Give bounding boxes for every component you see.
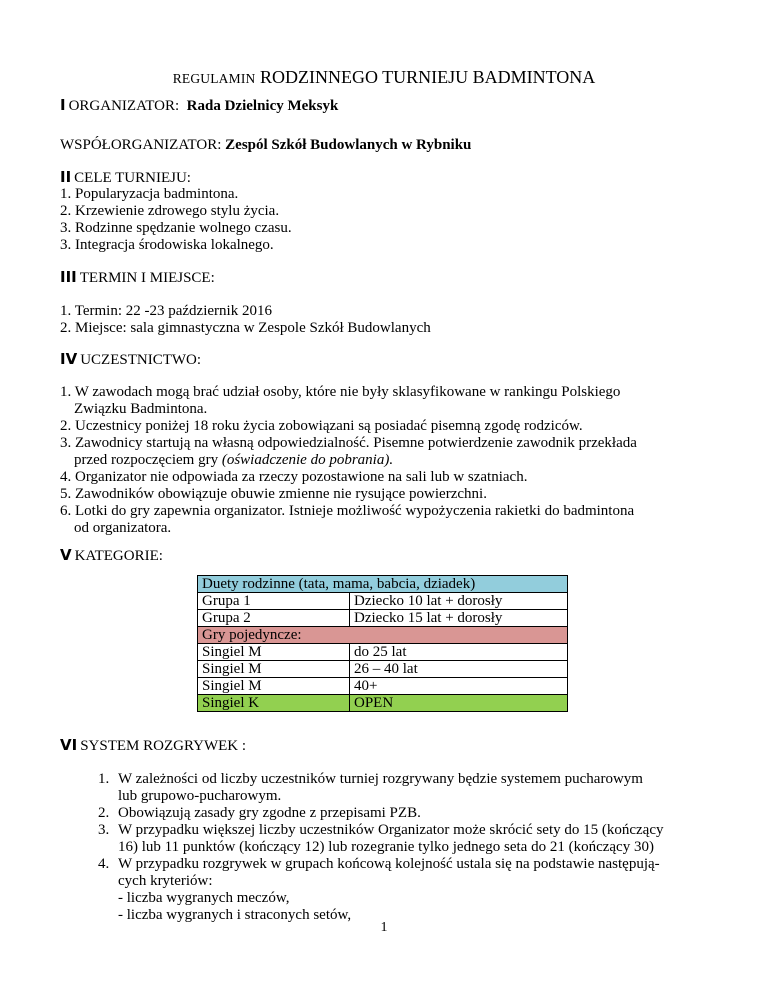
list-item: 3. Integracja środowiska lokalnego. xyxy=(60,237,274,253)
table-cell: do 25 lat xyxy=(350,644,568,661)
section-heading: CELE TURNIEJU: xyxy=(74,170,191,186)
list-item: Obowiązują zasady gry zgodne z przepisami PZB. xyxy=(118,805,421,821)
list-item-cont: 16) lub 11 punktów (kończący 12) lub rozegranie tylko jednego seta do 21 (kończący 30) xyxy=(118,839,654,855)
page-number: 1 xyxy=(380,920,388,935)
list-item-cont: lub grupowo-pucharowym. xyxy=(118,788,282,804)
table-row xyxy=(198,661,568,678)
section-number: I xyxy=(60,96,66,114)
list-item: 2. Miejsce: sala gimnastyczna w Zespole Szkół Budowlanych xyxy=(60,320,431,336)
list-item: 1. Popularyzacja badmintona. xyxy=(60,186,239,202)
table-row xyxy=(198,644,568,661)
list-item: W przypadku rozgrywek w grupach końcową kolejność ustala się na podstawie następują- xyxy=(118,856,660,872)
list-item-cont: cych kryteriów: xyxy=(118,873,213,889)
list-item-cont: - liczba wygranych meczów, xyxy=(118,890,290,906)
coorganizer-line xyxy=(60,137,471,154)
section-heading: TERMIN I MIEJSCE: xyxy=(79,270,215,286)
section-number: III xyxy=(60,268,77,286)
list-item: 2. Krzewienie zdrowego stylu życia. xyxy=(60,203,280,219)
table-cell: 40+ xyxy=(350,678,568,695)
list-number: 4. xyxy=(98,856,110,872)
table-row xyxy=(198,576,568,593)
table-row xyxy=(198,593,568,610)
table-cell: Grupa 2 xyxy=(198,610,350,627)
section-number: VI xyxy=(60,736,78,754)
coorganizer-label: WSPÓŁORGANIZATOR: xyxy=(60,137,222,153)
list-item: 6. Lotki do gry zapewnia organizator. Istnieje możliwość wypożyczenia rakietki do badmintona xyxy=(60,503,635,519)
coorganizer-value: Zespól Szkół Budowlanych w Rybniku xyxy=(225,137,472,153)
list-item: 2. Uczestnicy poniżej 18 roku życia zobowiązani są posiadać pisemną zgodę rodziców. xyxy=(60,418,583,434)
list-item-text: przed rozpoczęciem gry xyxy=(74,452,219,468)
table-cell: Gry pojedyncze: xyxy=(198,627,568,644)
list-item: 5. Zawodników obowiązuje obuwie zmienne nie rysujące powierzchni. xyxy=(60,486,487,502)
form-note: (oświadczenie do pobrania). xyxy=(221,452,394,468)
table-cell: Singiel M xyxy=(198,644,350,661)
system-heading xyxy=(60,737,246,755)
section-number: V xyxy=(60,546,72,564)
title-prefix: REGULAMIN xyxy=(172,71,256,86)
table-row xyxy=(198,627,568,644)
table-row xyxy=(198,695,568,712)
list-item: W zależności od liczby uczestników turniej rozgrywany będzie systemem pucharowym xyxy=(118,771,643,787)
list-number: 2. xyxy=(98,805,110,821)
list-item-cont: od organizatora. xyxy=(74,520,172,536)
list-item: 3. Zawodnicy startują na własną odpowiedzialność. Pisemne potwierdzenie zawodnik przekłada xyxy=(60,435,637,451)
table-cell: Dziecko 15 lat + dorosły xyxy=(350,610,568,627)
table-cell: Singiel M xyxy=(198,661,350,678)
list-item-cont: - liczba wygranych i straconych setów, xyxy=(118,907,352,923)
goals-heading xyxy=(60,169,191,187)
list-number: 3. xyxy=(98,822,110,838)
list-item-cont: Związku Badmintona. xyxy=(74,401,208,417)
table-cell: Singiel K xyxy=(198,695,350,712)
list-number: 1. xyxy=(98,771,110,787)
section-number: IV xyxy=(60,350,78,368)
section-heading: UCZESTNICTWO: xyxy=(80,352,202,368)
organizer-line xyxy=(60,97,338,115)
title-main: RODZINNEGO TURNIEJU BADMINTONA xyxy=(259,67,596,87)
list-item: 4. Organizator nie odpowiada za rzeczy pozostawione na sali lub w szatniach. xyxy=(60,469,528,485)
table-cell: Duety rodzinne (tata, mama, babcia, dziadek) xyxy=(198,576,568,593)
categories-table xyxy=(197,575,568,712)
table-cell: 26 – 40 lat xyxy=(350,661,568,678)
term-heading xyxy=(60,269,215,287)
categories-heading xyxy=(60,547,163,565)
participation-heading xyxy=(60,351,201,369)
table-cell: Dziecko 10 lat + dorosły xyxy=(350,593,568,610)
table-cell: Grupa 1 xyxy=(198,593,350,610)
list-item: 3. Rodzinne spędzanie wolnego czasu. xyxy=(60,220,292,236)
organizer-label: ORGANIZATOR: xyxy=(68,98,180,114)
table-cell: OPEN xyxy=(350,695,568,712)
document-title xyxy=(0,67,768,88)
table-row xyxy=(198,678,568,695)
table-cell: Singiel M xyxy=(198,678,350,695)
list-item: W przypadku większej liczby uczestników Organizator może skrócić sety do 15 (kończący xyxy=(118,822,664,838)
list-item: 1. W zawodach mogą brać udział osoby, które nie były sklasyfikowane w rankingu Polskiego xyxy=(60,384,621,400)
section-number: II xyxy=(60,168,72,186)
list-item: 1. Termin: 22 -23 październik 2016 xyxy=(60,303,272,319)
list-item-cont xyxy=(74,452,393,469)
organizer-value: Rada Dzielnicy Meksyk xyxy=(186,98,339,114)
table-row xyxy=(198,610,568,627)
section-heading: SYSTEM ROZGRYWEK : xyxy=(80,738,247,754)
section-heading: KATEGORIE: xyxy=(74,548,163,564)
